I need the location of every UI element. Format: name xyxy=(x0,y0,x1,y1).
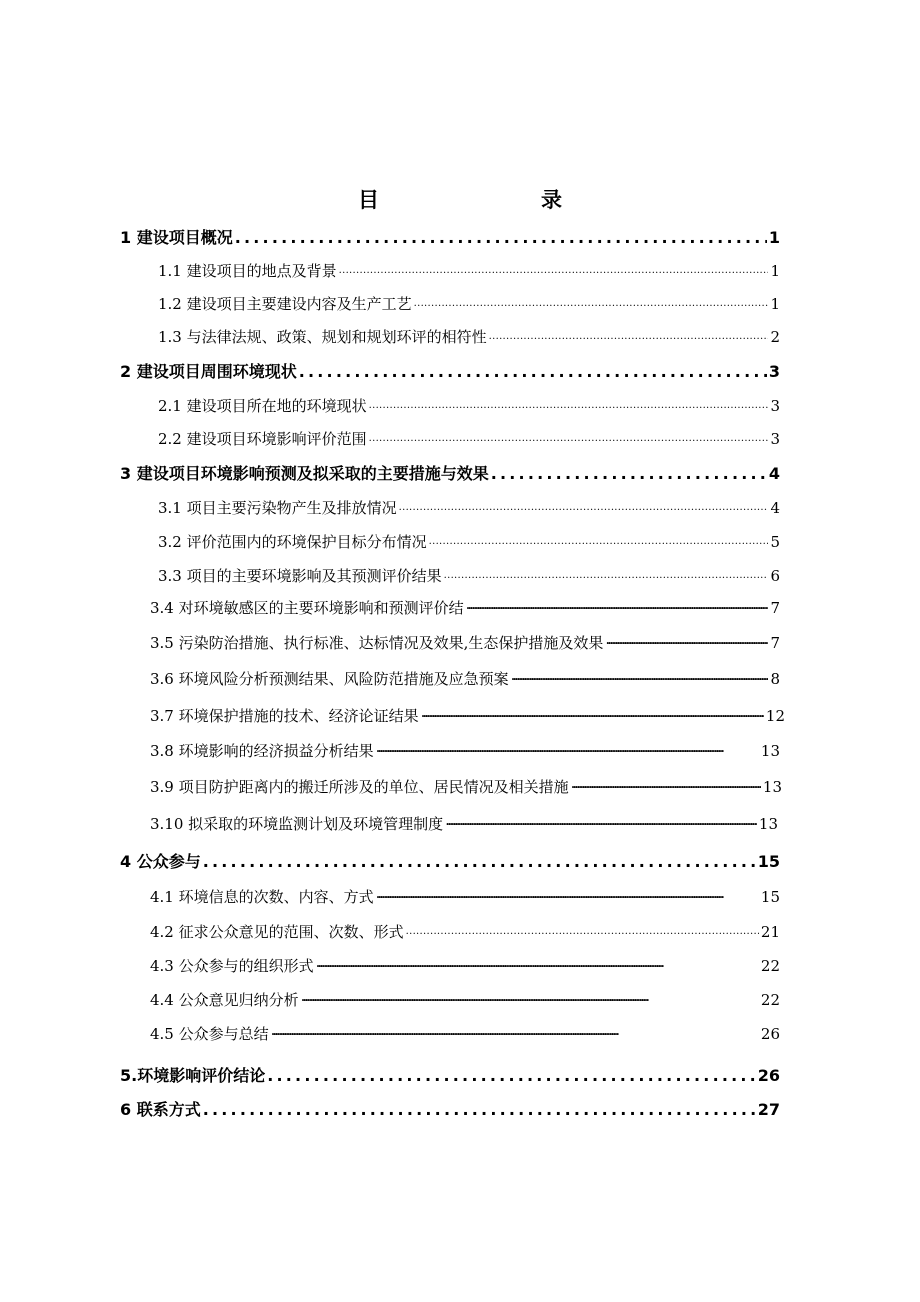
toc-entry-label: 4.5 公众参与总结 xyxy=(150,1025,269,1043)
toc-entry-page: 2 xyxy=(770,328,780,346)
toc-entry-4-5[interactable] xyxy=(150,1021,780,1045)
dot-leader xyxy=(235,227,767,249)
toc-entry-3-6[interactable] xyxy=(150,666,780,690)
toc-entry-label: 3 建设项目环境影响预测及拟采取的主要措施与效果 xyxy=(120,464,489,483)
toc-entry-2-1[interactable] xyxy=(158,393,780,417)
dot-leader xyxy=(339,260,769,282)
toc-entry-label: 5.环境影响评价结论 xyxy=(120,1066,266,1085)
toc-entry-page: 1 xyxy=(770,262,780,280)
toc-entry-3-5[interactable] xyxy=(150,630,780,654)
toc-entry-2-2[interactable] xyxy=(158,426,780,450)
dot-leader xyxy=(421,705,764,727)
toc-entry-1-3[interactable] xyxy=(158,324,780,348)
dot-leader xyxy=(271,1023,759,1045)
toc-entry-4-4[interactable] xyxy=(150,987,780,1011)
toc-entry-page: 7 xyxy=(770,634,780,652)
dot-leader xyxy=(316,955,759,977)
toc-entry-label: 3.5 污染防治措施、执行标准、达标情况及效果,生态保护措施及效果 xyxy=(150,634,604,652)
toc-entry-3-4[interactable] xyxy=(150,595,780,619)
toc-entry-page: 4 xyxy=(768,464,780,483)
toc-entry-label: 3.9 项目防护距离内的搬迁所涉及的单位、居民情况及相关措施 xyxy=(150,778,569,796)
toc-entry-3-1[interactable] xyxy=(158,495,780,519)
toc-entry-label: 2 建设项目周围环境现状 xyxy=(120,362,297,381)
toc-entry-label: 3.10 拟采取的环境监测计划及环境管理制度 xyxy=(150,815,444,833)
dot-leader xyxy=(203,851,756,873)
toc-entry-page: 27 xyxy=(757,1100,780,1119)
toc-entry-4-2[interactable] xyxy=(150,919,780,943)
toc-entry-1-2[interactable] xyxy=(158,291,780,315)
toc-entry-2[interactable] xyxy=(120,359,780,383)
dot-leader xyxy=(369,395,769,417)
toc-entry-label: 2.1 建设项目所在地的环境现状 xyxy=(158,397,367,415)
toc-entry-3[interactable] xyxy=(120,461,780,485)
toc-entry-label: 3.8 环境影响的经济损益分析结果 xyxy=(150,742,374,760)
dot-leader xyxy=(369,428,769,450)
toc-entry-label: 4.3 公众参与的组织形式 xyxy=(150,957,314,975)
toc-entry-page: 5 xyxy=(770,533,780,551)
toc-entry-page: 8 xyxy=(770,670,780,688)
toc-entry-1[interactable] xyxy=(120,225,780,249)
toc-entry-page: 6 xyxy=(770,567,780,585)
toc-entry-page: 13 xyxy=(762,778,782,796)
dot-leader xyxy=(491,463,767,485)
toc-entry-page: 1 xyxy=(770,295,780,313)
toc-entry-page: 12 xyxy=(765,707,785,725)
toc-entry-label: 1.2 建设项目主要建设内容及生产工艺 xyxy=(158,295,412,313)
dot-leader xyxy=(267,1065,756,1087)
toc-entry-3-3[interactable] xyxy=(158,563,780,587)
dot-leader xyxy=(466,597,769,619)
dot-leader xyxy=(406,921,759,943)
toc-entry-6[interactable] xyxy=(120,1097,780,1121)
toc-entry-3-9[interactable] xyxy=(150,774,782,798)
dot-leader xyxy=(511,668,769,690)
toc-entry-label: 3.2 评价范围内的环境保护目标分布情况 xyxy=(158,533,427,551)
toc-entry-label: 4 公众参与 xyxy=(120,852,201,871)
toc-entry-page: 21 xyxy=(760,923,780,941)
toc-entry-label: 4.1 环境信息的次数、内容、方式 xyxy=(150,888,374,906)
toc-entry-3-10[interactable] xyxy=(150,811,778,835)
toc-entry-page: 26 xyxy=(760,1025,780,1043)
toc-entry-page: 22 xyxy=(760,991,780,1009)
toc-entry-page: 15 xyxy=(760,888,780,906)
toc-entry-label: 3.4 对环境敏感区的主要环境影响和预测评价结 xyxy=(150,599,464,617)
dot-leader xyxy=(605,632,768,654)
toc-entry-3-7[interactable] xyxy=(150,703,785,727)
toc-entry-3-8[interactable] xyxy=(150,738,780,762)
toc-entry-label: 1.3 与法律法规、政策、规划和规划环评的相符性 xyxy=(158,328,487,346)
toc-entry-page: 26 xyxy=(757,1066,780,1085)
toc-entry-page: 3 xyxy=(770,397,780,415)
dot-leader xyxy=(571,776,761,798)
dot-leader xyxy=(376,886,759,908)
toc-entry-label: 6 联系方式 xyxy=(120,1100,201,1119)
toc-heading: 目 录 xyxy=(358,188,602,212)
toc-entry-label: 1 建设项目概况 xyxy=(120,228,233,247)
toc-entry-label: 3.6 环境风险分析预测结果、风险防范措施及应急预案 xyxy=(150,670,509,688)
toc-entry-label: 3.7 环境保护措施的技术、经济论证结果 xyxy=(150,707,419,725)
toc-entry-page: 3 xyxy=(768,362,780,381)
toc-entry-page: 22 xyxy=(760,957,780,975)
dot-leader xyxy=(445,813,757,835)
toc-entry-label: 3.3 项目的主要环境影响及其预测评价结果 xyxy=(158,567,442,585)
dot-leader xyxy=(301,989,759,1011)
toc-entry-label: 4.2 征求公众意见的范围、次数、形式 xyxy=(150,923,404,941)
toc-entry-4-1[interactable] xyxy=(150,884,780,908)
dot-leader xyxy=(444,565,769,587)
dot-leader xyxy=(399,497,769,519)
toc-entry-page: 15 xyxy=(757,852,780,871)
dot-leader xyxy=(376,740,759,762)
toc-entry-label: 1.1 建设项目的地点及背景 xyxy=(158,262,337,280)
toc-entry-label: 3.1 项目主要污染物产生及排放情况 xyxy=(158,499,397,517)
toc-entry-label: 4.4 公众意见归纳分析 xyxy=(150,991,299,1009)
dot-leader xyxy=(429,531,769,553)
toc-entry-3-2[interactable] xyxy=(158,529,780,553)
toc-entry-1-1[interactable] xyxy=(158,258,780,282)
toc-entry-label: 2.2 建设项目环境影响评价范围 xyxy=(158,430,367,448)
dot-leader xyxy=(203,1099,756,1121)
toc-entry-page: 13 xyxy=(760,742,780,760)
dot-leader xyxy=(489,326,769,348)
toc-entry-page: 1 xyxy=(768,228,780,247)
toc-entry-4[interactable] xyxy=(120,849,780,873)
toc-entry-5[interactable] xyxy=(120,1063,780,1087)
dot-leader xyxy=(414,293,769,315)
toc-entry-page: 7 xyxy=(770,599,780,617)
toc-entry-4-3[interactable] xyxy=(150,953,780,977)
toc-entry-page: 13 xyxy=(758,815,778,833)
toc-entry-page: 4 xyxy=(770,499,780,517)
dot-leader xyxy=(299,361,767,383)
toc-entry-page: 3 xyxy=(770,430,780,448)
